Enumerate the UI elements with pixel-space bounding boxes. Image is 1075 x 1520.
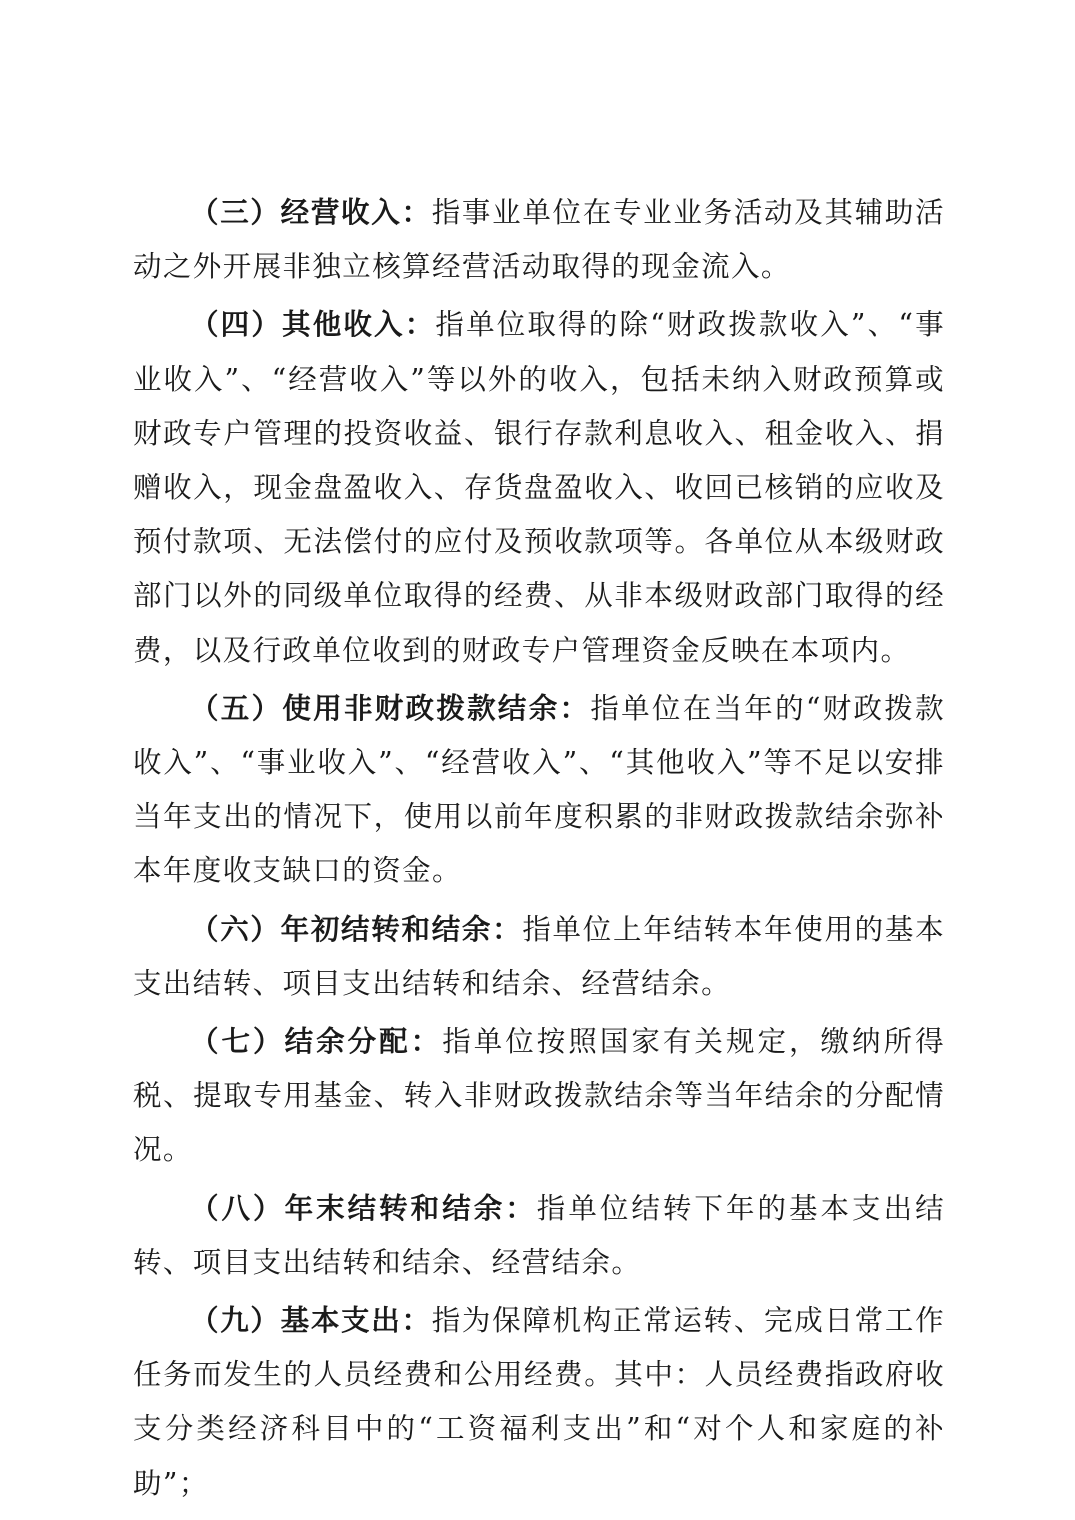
paragraph-balance-distribution <box>133 1015 945 1178</box>
term-definition: 指事业单位在专业业务活动及其辅助活动之外开展非独立核算经营活动取得的现金流入。 <box>133 196 945 284</box>
paragraph-closing-carryover <box>133 1182 945 1290</box>
term-heading: （三）经营收入： <box>190 196 432 229</box>
term-heading: （九）基本支出： <box>190 1304 432 1338</box>
term-definition: 指单位上年结转本年使用的基本支出结转、项目支出结转和结余、经营结余。 <box>133 912 945 1000</box>
term-definition: 指单位结转下年的基本支出结转、项目支出结转和结余、经营结余。 <box>133 1191 946 1279</box>
term-definition: 指为保障机构正常运转、完成日常工作任务而发生的人员经费和公用经费。其中：人员经费指政府收支分类经济科目中的“工资福利支出”和“对个人和家庭的补助”； <box>133 1304 945 1500</box>
term-definition: 指单位取得的除“财政拨款收入”、“事业收入”、“经营收入”等以外的收入，包括未纳入财政预算或财政专户管理的投资收益、银行存款利息收入、租金收入、捐赠收入，现金盘盈收入、存货盘盈收入、收回已核销的应收及预付款项、无法偿付的应付及预收款项等。各单位从本级财政部门以外的同级单位取得的经费、从非本级财政部门取得的经费，以及行政单位收到的财政专户管理资金反映在本项内。 <box>133 308 945 667</box>
term-heading: （六）年初结转和结余： <box>190 912 523 946</box>
term-definition: 指单位按照国家有关规定，缴纳所得税、提取专用基金、转入非财政拨款结余等当年结余的分配情况。 <box>133 1025 946 1167</box>
term-heading: （八）年末结转和结余： <box>190 1191 537 1225</box>
paragraph-operating-income <box>133 186 945 294</box>
term-heading: （五）使用非财政拨款结余： <box>190 691 591 725</box>
term-heading: （四）其他收入： <box>190 308 436 342</box>
paragraph-other-income <box>133 298 945 677</box>
paragraph-non-fiscal-balance <box>133 682 945 899</box>
paragraph-basic-expenditure <box>133 1294 945 1511</box>
document-body <box>133 186 945 1515</box>
term-definition: 指单位在当年的“财政拨款收入”、“事业收入”、“经营收入”、“其他收入”等不足以安排当年支出的情况下，使用以前年度积累的非财政拨款结余弥补本年度收支缺口的资金。 <box>133 691 946 888</box>
term-heading: （七）结余分配： <box>190 1025 443 1059</box>
paragraph-opening-carryover <box>133 903 945 1011</box>
